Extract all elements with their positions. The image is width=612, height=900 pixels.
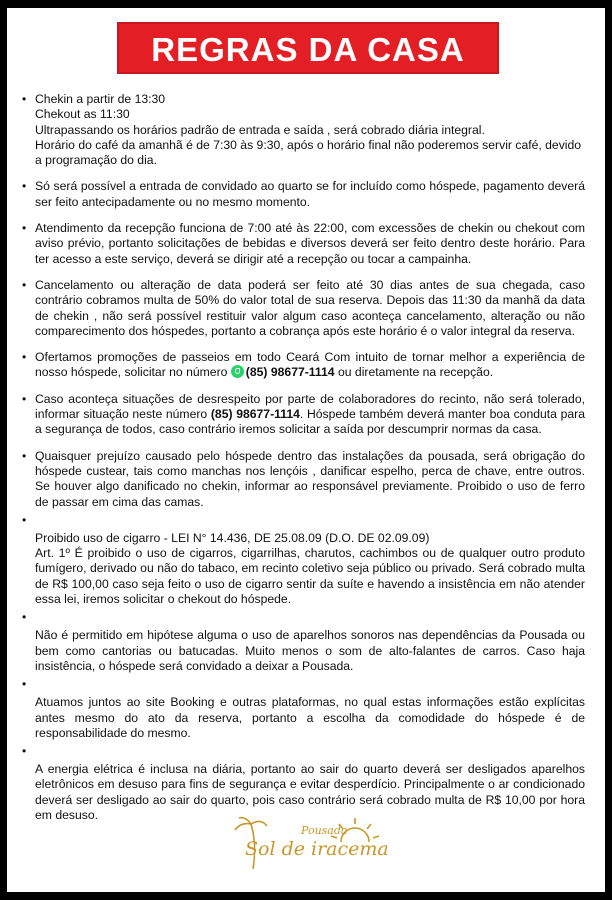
rule-respect: [22, 391, 585, 438]
rule-text: Caso aconteça situações de desrespeito por parte de colaboradores do recinto, não será tolerado, informar situação neste número: [35, 391, 585, 422]
bullet-icon: •: [22, 744, 27, 759]
rule-tours: [22, 350, 585, 381]
bullet-icon: •: [22, 677, 27, 692]
page-title: REGRAS DA CASA: [117, 22, 499, 74]
rule-text: Não é permitido em hipótese alguma o uso de aparelhos sonoros nas dependências da Pousada ou bem como cantorias ou batucadas. Muito menos o som de alto-falantes de carros. Caso haja insistência, o hóspede será convidado a deixar a Pousada.: [35, 628, 585, 673]
rule-noise: [25, 628, 585, 674]
rule-text: A energia elétrica é inclusa na diária, portanto ao sair do quarto deverá ser desligados aparelhos eletrônicos em desuso para fins de segurança e evitar desperdício. Principalmente o ar condicionado deverá ser desligado ao sair do quarto, pois caso contrário será cobrado multa de R$ 10,00 por hora em desuso.: [35, 762, 585, 822]
bullet-icon: •: [22, 391, 27, 406]
bullet-icon: •: [22, 350, 27, 365]
rule-text: ou diretamente na recepção.: [337, 365, 494, 380]
bullet-icon: •: [22, 610, 27, 625]
rule-booking: [25, 695, 585, 741]
rule-text: Só será possível a entrada de convidado ao quarto se for incluído como hóspede, pagamento deverá ser feito antecipadamente ou no mesmo momento.: [35, 179, 585, 209]
rule-text: Cancelamento ou alteração de data poderá ser feito até 30 dias antes de sua chegada, caso contrário cobramos multa de 50% do valor total de sua reserva. Depois das 11:30 da manhã da data de chekin , não será possível restituir valor algum caso aconteça cancelamento, alteração ou não comparecimento dos hóspedes, portanto a cobrança após este horário é o valor integral da reserva.: [35, 277, 585, 338]
rule-damages: [22, 448, 585, 510]
bullet-icon: •: [22, 277, 27, 292]
rule-text: Chekout as 11:30: [35, 107, 130, 122]
bullet-icon: •: [22, 448, 27, 463]
bullet-icon: •: [22, 512, 27, 527]
rule-reception: [22, 221, 585, 267]
rule-text: Chekin a partir de 13:30: [35, 92, 166, 106]
bullet-separator: [22, 677, 585, 692]
rule-checkin: [22, 92, 585, 168]
rules-list: [22, 92, 585, 834]
rule-text: Art. 1º É proibido o uso de cigarros, cigarrilhas, charutos, cachimbos ou de qualquer outro produto fumígero, derivado ou não do tabaco, em recinto coletivo seja público ou privado. Será cobrado multa de R$ 100,00 caso seja feito o uso de cigarro sentir da suíte e havendo a insistência em não atender essa lei, iremos solicitar o chekout do hóspede.: [35, 546, 585, 607]
bullet-separator: [22, 610, 585, 625]
rule-smoking: [25, 531, 585, 607]
bullet-icon: •: [22, 179, 27, 194]
bullet-separator: [22, 512, 585, 527]
bullet-separator: [22, 744, 585, 759]
rule-cancellation: [22, 277, 585, 339]
rule-text: Atuamos juntos ao site Booking e outras plataformas, no qual estas informações estão explícitas antes mesmo do ato da reserva, portanto a escolha da comodidade do hóspede é de responsabilidade do mesmo.: [35, 695, 585, 740]
rule-guests: [22, 179, 585, 210]
bullet-icon: •: [22, 221, 27, 236]
rule-text: Atendimento da recepção funciona de 7:00 até às 22:00, com excessões de chekin ou chekout com aviso prévio, portanto solicitações de bebidas e diversos deverá ser feito dentro deste horário. Para ter acesso a este serviço, deverá se dirigir até a recepção ou tocar a campainha.: [35, 221, 585, 266]
rule-text: Ultrapassando os horários padrão de entrada e saída , será cobrado diária integral.: [35, 122, 485, 137]
rule-text: Quaisquer prejuízo causado pelo hóspede dentro das instalações da pousada, será obrigação do hóspede custear, tais como manchas nos lençóis , danificar espelho, perca de chave, entre outros. Se houver algo danificado no chekin, informar ao responsável previamente. Proibido o uso de ferro de passar em cima das camas.: [35, 448, 585, 509]
phone-number: (85) 98677-1114: [210, 407, 300, 422]
rule-text: . Hóspede também deverá manter boa conduta para a segurança de todos, caso contrário iremos solicitar a saída por descumprir normas da casa.: [35, 407, 585, 437]
rules-poster: [7, 8, 605, 892]
logo-pousada-text: Pousada: [301, 824, 348, 837]
logo-name-text: Sol de iracema: [245, 838, 389, 860]
rule-title: Proibido uso de cigarro - LEI N° 14.436, DE 25.08.09 (D.O. DE 02.09.09): [35, 530, 430, 545]
rule-text: Ofertamos promoções de passeios em todo Ceará Com intuito de tornar melhor a experiência de nosso hóspede, solicitar no número: [35, 350, 585, 380]
bullet-icon: •: [22, 92, 27, 106]
whatsapp-icon: [231, 365, 244, 378]
phone-number: (85) 98677-1114: [245, 365, 335, 380]
pousada-logo: [231, 814, 389, 884]
rule-text: Horário do café da amanhã é de 7:30 às 9:30, após o horário final não poderemos servir café, devido a programação do dia.: [35, 137, 582, 168]
